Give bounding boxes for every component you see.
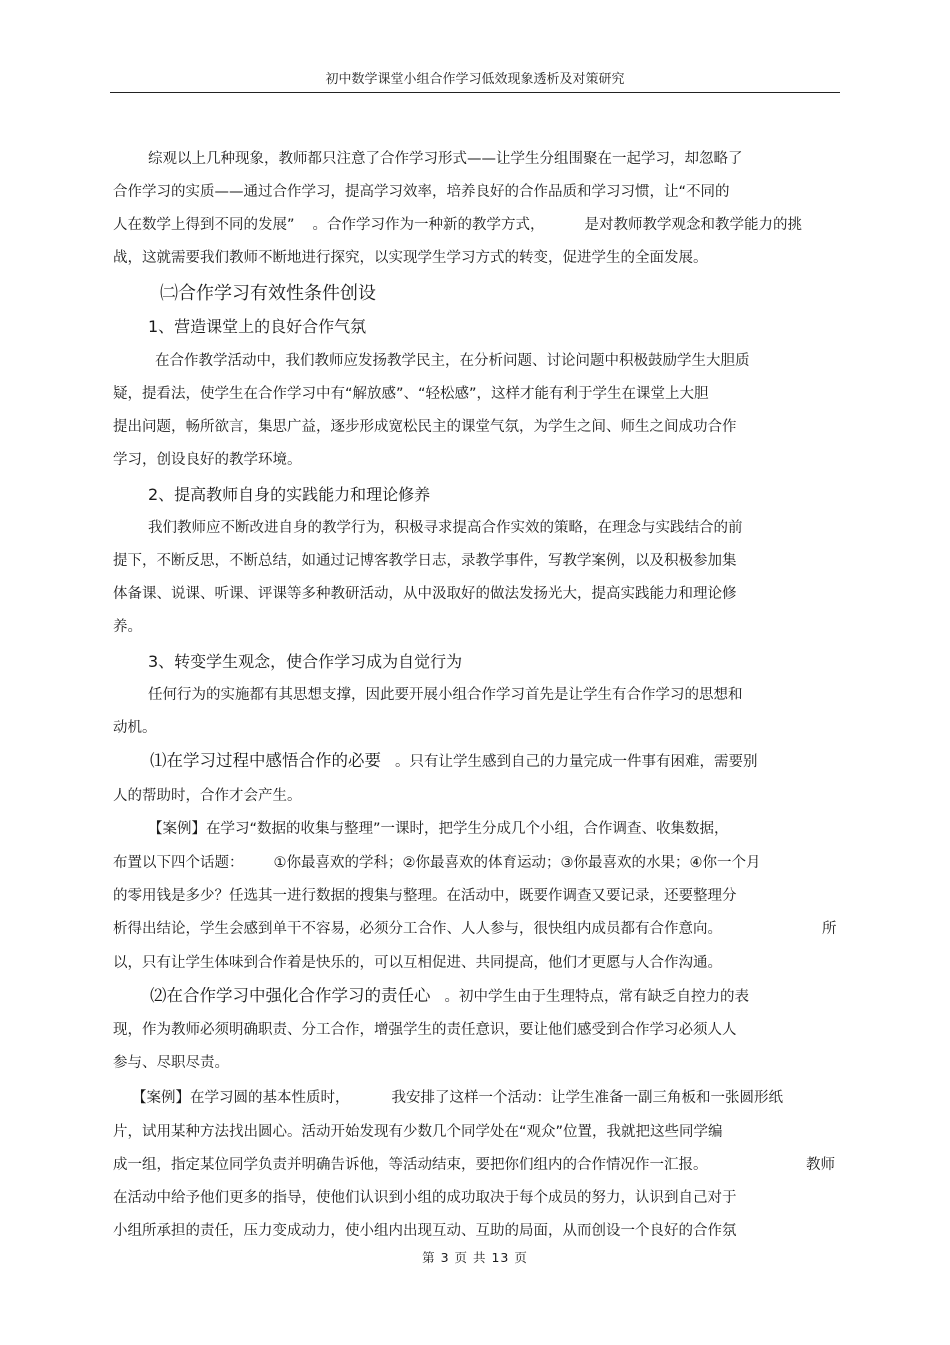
paragraph-line: 提出问题，畅所欲言，集思广益，逐步形成宽松民主的课堂气氛，为学生之间、师生之间成功合作 (113, 419, 737, 435)
paragraph-line: 人的帮助时，合作才会产生。 (113, 788, 302, 804)
paragraph-line: 成一组，指定某位同学负责并明确告诉他，等活动结束，要把你们组内的合作情况作一汇报。 (113, 1157, 708, 1173)
paragraph-line: 在合作教学活动中，我们教师应发扬教学民主，在分析问题、讨论问题中积极鼓励学生大胆质 (155, 353, 750, 369)
paragraph-line: 片，试用某种方法找出圆心。活动开始发现有少数几个同学处在“观众”位置，我就把这些同学编 (113, 1124, 723, 1140)
paragraph-line: 以，只有让学生体味到合作着是快乐的，可以互相促进、共同提高，他们才更愿与人合作沟通。 (113, 955, 722, 971)
paragraph-line (113, 216, 802, 234)
text-segment: 我安排了这样一个活动：让学生准备一副三角板和一张圆形纸 (391, 1090, 783, 1106)
text-segment: 布置以下四个话题： (113, 855, 244, 871)
header-rule (110, 92, 840, 93)
running-header: 初中数学课堂小组合作学习低效现象透析及对策研究 (325, 72, 625, 87)
text-segment: 。只有让学生感到自己的力量完成一件事有困难，需要别 (395, 754, 758, 770)
paragraph-line: 析得出结论，学生会感到单干不容易，必须分工合作、人人参与，很快组内成员都有合作意向。 (113, 921, 722, 937)
subsection-heading: 2、提高教师自身的实践能力和理论修养 (148, 485, 431, 504)
paragraph-line: 【案例】在学习“数据的收集与整理”一课时，把学生分成几个小组，合作调查、收集数据， (148, 821, 729, 837)
section-heading: ㈡合作学习有效性条件创设 (160, 283, 376, 304)
paragraph-line (132, 1089, 783, 1107)
paragraph-line: 提下，不断反思，不断总结，如通过记博客教学日志，录教学事件，写教学案例，以及积极参加集 (113, 553, 737, 569)
paragraph-line: 我们教师应不断改进自身的教学行为，积极寻求提高合作实效的策略，在理念与实践结合的前 (148, 520, 743, 536)
paragraph-line: 参与、尽职尽责。 (113, 1055, 229, 1071)
subsection-heading: 1、营造课堂上的良好合作气氛 (148, 317, 367, 336)
text-segment: 。初中学生由于生理特点，常有缺乏自控力的表 (444, 989, 749, 1005)
paragraph-line: 学习，创设良好的教学环境。 (113, 452, 302, 468)
paragraph-line: 养。 (113, 619, 142, 635)
paragraph-line: 小组所承担的责任，压力变成动力，使小组内出现互动、互助的局面，从而创设一个良好的合作氛 (113, 1223, 737, 1239)
text-segment: ①你最喜欢的学科；②你最喜欢的体育运动；③你最喜欢的水果；④你一个月 (273, 855, 761, 871)
paragraph-line-tail: 教师 (806, 1157, 835, 1173)
paragraph-line: 战，这就需要我们教师不断地进行探究，以实现学生学习方式的转变，促进学生的全面发展。 (113, 250, 708, 266)
paragraph-line: 综观以上几种现象，教师都只注意了合作学习形式——让学生分组围聚在一起学习，却忽略了 (148, 151, 743, 167)
paragraph-line: 体备课、说课、听课、评课等多种教研活动，从中汲取好的做法发扬光大，提高实践能力和理论修 (113, 586, 737, 602)
text-segment: 人在数学上得到不同的发展” (113, 217, 295, 233)
paragraph-line (150, 987, 749, 1006)
paragraph-line-tail: 所 (822, 921, 837, 937)
text-segment: 【案例】在学习圆的基本性质时， (132, 1090, 350, 1106)
paragraph-line (113, 854, 761, 872)
paragraph-line: 任何行为的实施都有其思想支撑，因此要开展小组合作学习首先是让学生有合作学习的思想和 (148, 687, 743, 703)
subsection-heading: 3、转变学生观念，使合作学习成为自觉行为 (148, 652, 463, 671)
paragraph-line: 现，作为教师必须明确职责、分工合作，增强学生的责任意识，要让他们感受到合作学习必须人人 (113, 1022, 737, 1038)
text-segment: 。合作学习作为一种新的教学方式， (312, 217, 545, 233)
paragraph-line: 的零用钱是多少？任选其一进行数据的搜集与整理。在活动中，既要作调查又要记录，还要整理分 (113, 888, 737, 904)
emphasis-text: ⑵在合作学习中强化合作学习的责任心 (150, 986, 431, 1005)
paragraph-line (150, 752, 758, 771)
paragraph-line: 动机。 (113, 720, 157, 736)
text-segment: 是对教师教学观念和教学能力的挑 (584, 217, 803, 233)
paragraph-line: 疑，提看法，使学生在合作学习中有“解放感”、“轻松感”，这样才能有利于学生在课堂上大胆 (113, 386, 709, 402)
paragraph-line: 在活动中给予他们更多的指导，使他们认识到小组的成功取决于每个成员的努力，认识到自己对于 (113, 1190, 737, 1206)
emphasis-text: ⑴在学习过程中感悟合作的必要 (150, 751, 381, 770)
paragraph-line: 合作学习的实质——通过合作学习，提高学习效率，培养良好的合作品质和学习习惯，让“不同的 (113, 184, 730, 200)
page-number-footer: 第 3 页 共 13 页 (422, 1250, 528, 1265)
